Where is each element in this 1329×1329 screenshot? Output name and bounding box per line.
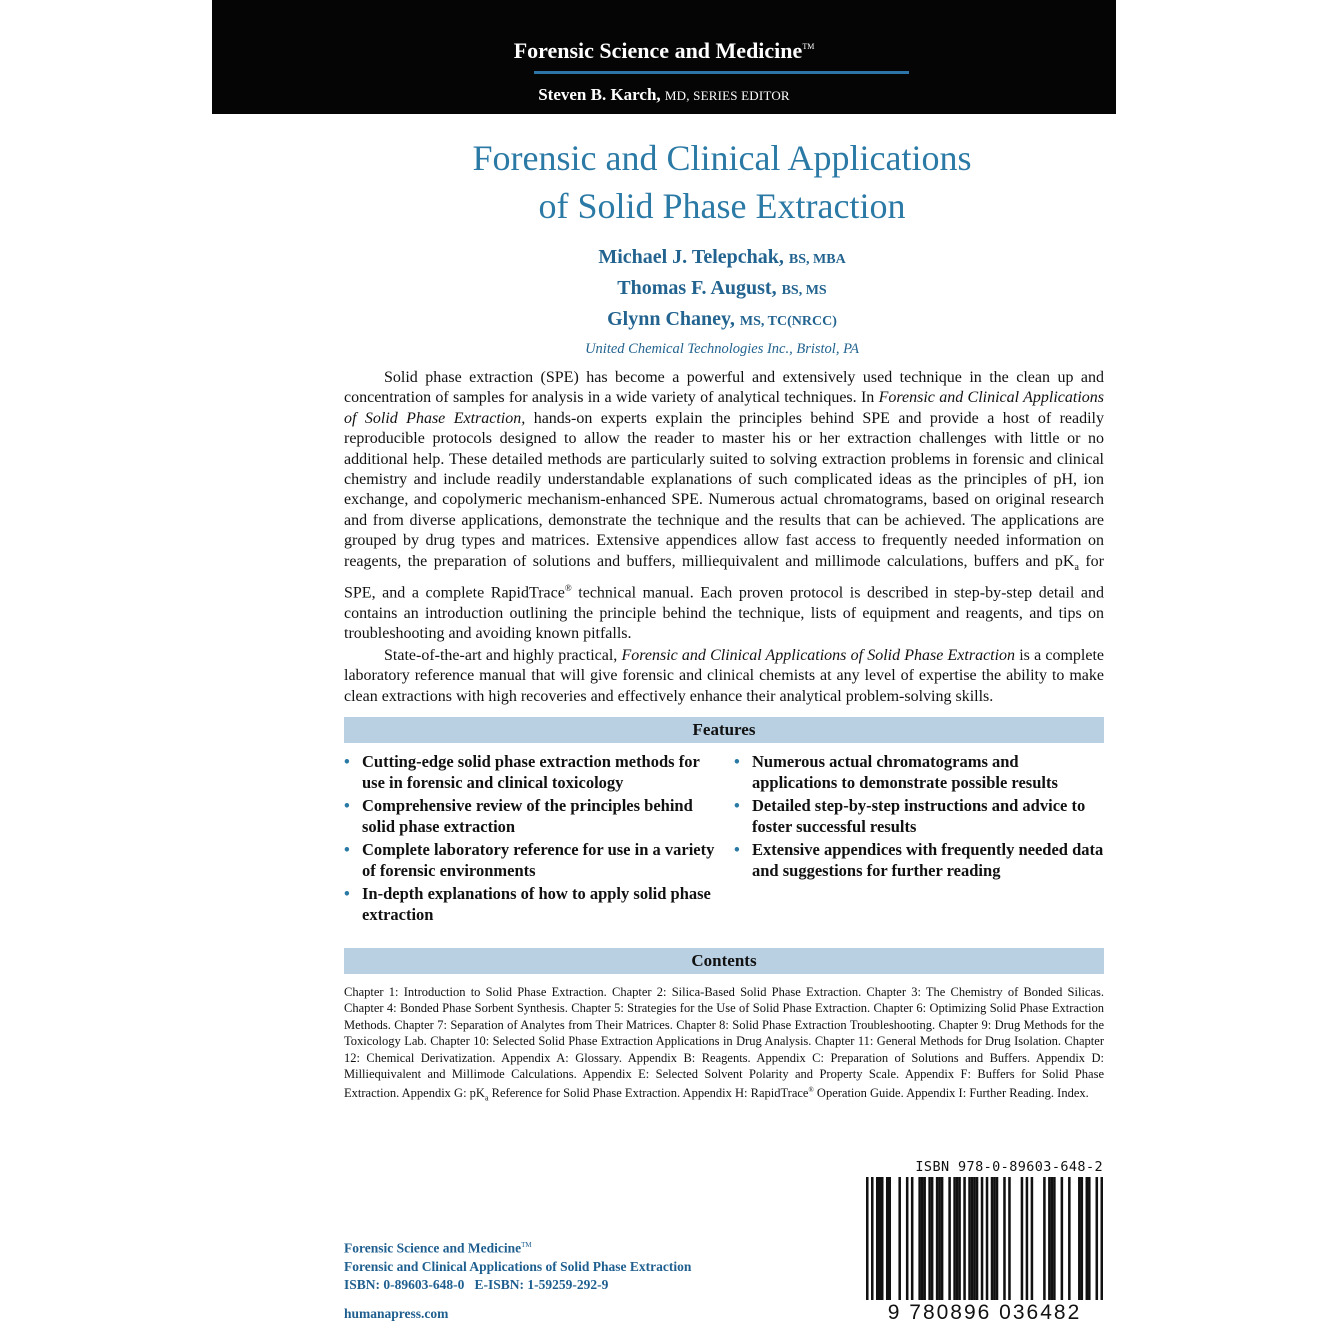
author-name: Glynn Chaney,: [607, 308, 735, 330]
barcode-bar: [971, 1177, 974, 1301]
barcode-bar: [1031, 1177, 1034, 1301]
description-paragraph-2: [344, 646, 1104, 707]
trademark: TM: [521, 1241, 532, 1249]
barcode-digits: 9 780896 036482: [866, 1300, 1103, 1326]
features-heading: Features: [344, 717, 1104, 743]
feature-text: Comprehensive review of the principles behind solid phase extraction: [362, 796, 693, 836]
description-paragraph-1: [344, 368, 1104, 645]
barcode-bar: [898, 1177, 901, 1301]
barcode-bar: [1068, 1177, 1071, 1301]
barcode-bar: [968, 1177, 971, 1301]
barcode-bar: [1078, 1177, 1081, 1301]
barcode-bar: [918, 1177, 921, 1301]
text-run: Reference for Solid Phase Extraction. Appendix H: RapidTrace: [488, 1086, 809, 1101]
feature-text: Extensive appendices with frequently needed data and suggestions for further reading: [752, 840, 1104, 880]
barcode-bar: [1026, 1177, 1029, 1301]
author: [212, 305, 1232, 336]
barcode-bar: [948, 1177, 951, 1301]
barcode-bar: [923, 1177, 926, 1301]
barcode-bar: [881, 1177, 884, 1301]
text-run: State-of-the-art and highly practical,: [384, 646, 622, 664]
barcode-bar: [953, 1177, 956, 1301]
feature-item: [344, 884, 716, 925]
footer-isbn: ISBN: 0-89603-648-0 E-ISBN: 1-59259-292-9: [344, 1276, 609, 1292]
text-run: Operation Guide. Appendix I: Further Reading. Index.: [813, 1086, 1089, 1101]
barcode-bar: [1003, 1177, 1006, 1301]
features-left-column: [344, 752, 716, 928]
barcode-bar: [878, 1177, 881, 1301]
book-title-italic: Forensic and Clinical Applications of Solid Phase Extraction,: [344, 389, 1105, 427]
feature-item: [734, 752, 1104, 793]
barcode-bar: [911, 1177, 914, 1301]
barcode-bar: [1048, 1177, 1051, 1301]
barcode-bar: [876, 1177, 879, 1301]
barcode-bar: [886, 1177, 889, 1301]
header-divider: [534, 71, 909, 74]
footer-series: [344, 1236, 691, 1258]
author-credentials: BS, MS: [781, 283, 827, 298]
text-run: for SPE, and a complete RapidTrace: [344, 552, 1105, 602]
feature-text: Numerous actual chromatograms and applications to demonstrate possible results: [752, 752, 1058, 792]
barcode-bar: [888, 1177, 891, 1301]
barcode-bar: [931, 1177, 934, 1301]
barcode-bar: [1081, 1177, 1084, 1301]
footer-book-title: Forensic and Clinical Applications of Solid Phase Extraction: [344, 1258, 692, 1274]
isbn-13-label: ISBN 978-0-89603-648-2: [915, 1159, 1103, 1175]
text-run: Solid phase extraction (SPE) has become a powerful and extensively used technique in the clean up and concentration of samples for analysis in a wide variety of analytical techniques. In: [344, 369, 1104, 407]
book-title-line-2: of Solid Phase Extraction: [538, 186, 906, 226]
barcode-bar: [958, 1177, 961, 1301]
feature-item: [344, 796, 716, 837]
publisher-website: humanapress.com: [344, 1305, 449, 1321]
trademark: TM: [802, 42, 815, 51]
bullet-icon: •: [344, 884, 350, 903]
barcode-bar: [1061, 1177, 1064, 1301]
feature-text: Detailed step-by-step instructions and advice to foster successful results: [752, 796, 1086, 836]
editor-name: Steven B. Karch,: [538, 85, 661, 104]
barcode-bar: [1053, 1177, 1056, 1301]
book-title-italic: Forensic and Clinical Applications of Solid Phase Extraction: [621, 646, 1016, 664]
features-right-column: [734, 752, 1104, 884]
author-credentials: MS, TC(NRCC): [739, 314, 837, 329]
barcode-bar: [1021, 1177, 1024, 1301]
editor-role: MD, SERIES EDITOR: [664, 88, 790, 103]
bullet-icon: •: [734, 840, 740, 859]
barcode-bar: [921, 1177, 924, 1301]
feature-item: [344, 840, 716, 881]
text-run: Chapter 1: Introduction to Solid Phase Extraction. Chapter 2: Silica-Based Solid Phase Extraction. Chapter 3: The Chemistry of Bonded Silicas. Chapter 4: Bonded Phase Sorbent Synthesis. Chapter 5: Strategies for the Use of Solid Phase Extraction. Chapter 6: Optimizing Solid Phase Extraction Methods. Chapter 7: Separation of Analytes from Their Matrices. Chapter 8: Solid Phase Extraction Troubleshooting. Chapter 9: Drug Methods for the Toxicology Lab. Chapter 10: Selected Solid Phase Extraction Applications in Drug Analysis. Chapter 11: General Methods for Drug Isolation. Chapter 12: Chemical Derivatization. Appendix A: Glossary. Appendix B: Reagents. Appendix C: Preparation of Solutions and Buffers. Appendix D: Milliequivalent and Millimode Calculations. Appendix E: Selected Solvent Polarity and Property Scale. Appendix F: Buffers for Solid Phase Extraction. Appendix G: pK: [344, 985, 1104, 1101]
bullet-icon: •: [734, 752, 740, 771]
barcode-bar: [938, 1177, 941, 1301]
contents-list: [344, 984, 1104, 1108]
barcode-bar: [993, 1177, 996, 1301]
author: [212, 243, 1232, 274]
subscript: a: [1074, 561, 1079, 573]
barcode-bar: [928, 1177, 931, 1301]
series-title: [212, 38, 1116, 64]
bullet-icon: •: [344, 796, 350, 815]
feature-item: [344, 752, 716, 793]
publisher-info: [344, 1236, 691, 1323]
barcode-bar: [1008, 1177, 1011, 1301]
bullet-icon: •: [734, 796, 740, 815]
bullet-icon: •: [344, 752, 350, 771]
text-run: technical manual. Each proven protocol is described in step-by-step detail and contains an introduction outlining the principle behind the technique, lists of equipment and reagents, and tips on troubleshooting and avoiding known pitfalls.: [344, 584, 1105, 643]
series-editor: [212, 85, 1116, 105]
barcode-bar: [1051, 1177, 1054, 1301]
barcode-bar: [1043, 1177, 1046, 1301]
barcode-bar: [991, 1177, 994, 1301]
barcode-bar: [956, 1177, 959, 1301]
feature-text: In-depth explanations of how to apply solid phase extraction: [362, 884, 711, 924]
registered-mark: ®: [808, 1086, 814, 1095]
text-run: hands-on experts explain the principles behind SPE and provide a host of readily reproducible protocols designed to allow the reader to master his or her extraction challenges with little or no additional help. These detailed methods are particularly suited to solving extraction problems in forensic and clinical chemistry and include readily understandable explanations of such complicated ideas as the principles of pH, ion exchange, and copolymeric mechanism-enhanced SPE. Numerous actual chromatograms, based on original research and from diverse applications, demonstrate the technique and the results that can be achieved. The applications are grouped by drug types and matrices. Extensive appendices allow fast access to frequently needed information on reagents, the preparation of solutions and buffers, milliequivalent and millimode calculations, buffers and pK: [344, 409, 1104, 570]
book-description: [344, 368, 1104, 707]
barcode-bar: [906, 1177, 909, 1301]
book-title: [212, 134, 1232, 230]
subscript: a: [484, 1094, 489, 1104]
author-list: [212, 243, 1232, 362]
affiliation: United Chemical Technologies Inc., Bristol, PA: [585, 341, 859, 357]
feature-text: Cutting-edge solid phase extraction methods for use in forensic and clinical toxicology: [362, 752, 700, 792]
text-run: is a complete laboratory reference manual that will give forensic and clinical chemists at any level of expertise the ability to make clean extractions with high recoveries and effectively enhance their analytical problem-solving skills.: [344, 646, 1104, 705]
registered-mark: ®: [564, 583, 572, 594]
feature-text: Complete laboratory reference for use in a variety of forensic environments: [362, 840, 715, 880]
footer-series-text: Forensic Science and Medicine: [344, 1240, 522, 1256]
barcode-bar: [941, 1177, 944, 1301]
author-name: Thomas F. August,: [617, 277, 777, 299]
barcode-bar: [976, 1177, 979, 1301]
barcode-bar: [936, 1177, 939, 1301]
author-name: Michael J. Telepchak,: [598, 246, 784, 268]
feature-item: [734, 840, 1104, 881]
contents-heading: Contents: [344, 948, 1104, 974]
barcode-bar: [973, 1177, 976, 1301]
barcode-bar: [963, 1177, 966, 1301]
book-title-line-1: Forensic and Clinical Applications: [472, 138, 972, 178]
author-credentials: BS, MBA: [788, 252, 846, 267]
feature-item: [734, 796, 1104, 837]
barcode-bar: [1086, 1177, 1089, 1301]
author: [212, 274, 1232, 305]
barcode-bar: [996, 1177, 999, 1301]
barcode-bar: [1088, 1177, 1091, 1301]
bullet-icon: •: [344, 840, 350, 859]
series-header: [212, 0, 1116, 114]
series-title-text: Forensic Science and Medicine: [513, 38, 803, 63]
